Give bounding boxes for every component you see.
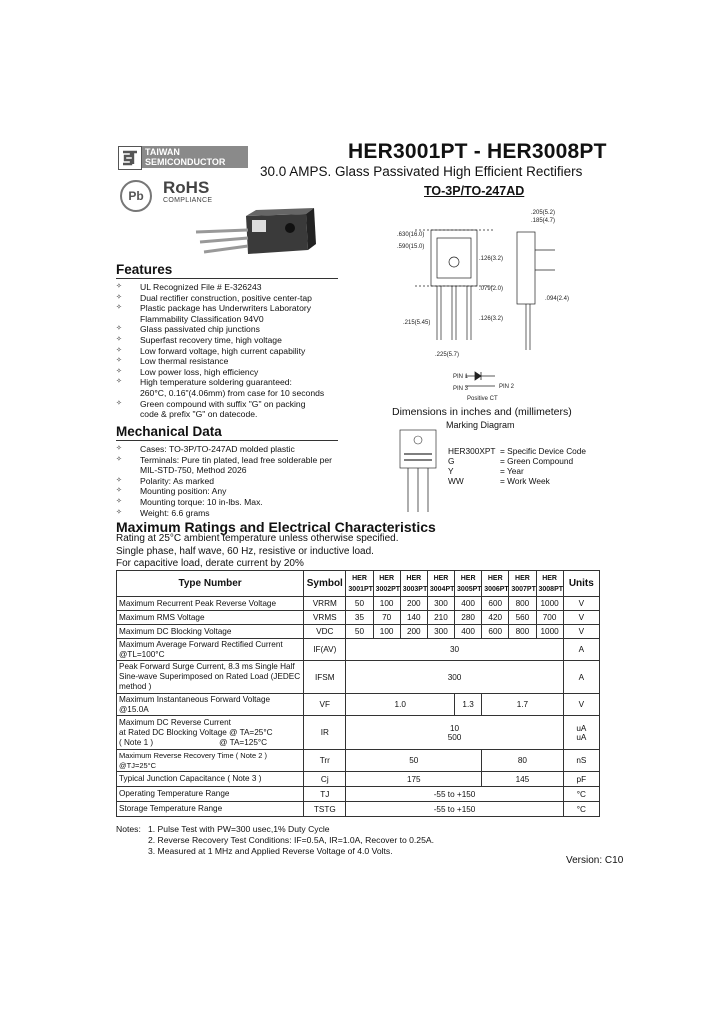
document-title: HER3001PT - HER3008PT	[348, 140, 607, 163]
marking-row: Y	[448, 466, 454, 476]
pin-label: PIN 3	[453, 386, 469, 392]
marking-row: G	[448, 456, 455, 466]
svg-text:.205(5.2): .205(5.2)	[531, 210, 556, 216]
table-row: Maximum DC Blocking Voltage VDC 50 100 200 300 400 600 800 1000 V	[117, 625, 600, 639]
pb-free-icon: Pb	[120, 180, 152, 212]
svg-text:.126(3.2): .126(3.2)	[479, 256, 504, 262]
svg-text:.126(3.2): .126(3.2)	[479, 316, 504, 322]
svg-text:.225(5.7): .225(5.7)	[435, 352, 460, 358]
table-row: Maximum DC Reverse Current at Rated DC Blocking Voltage @ TA=25°C ( Note 1 ) @ TA=125°C IR 10 500 uA uA	[117, 716, 600, 750]
table-row: Peak Forward Surge Current, 8.3 ms Single Half Sine-wave Superimposed on Rated Load (JEDEC method ) IFSM 300 A	[117, 661, 600, 694]
svg-text:.079(2.0): .079(2.0)	[479, 286, 504, 292]
rohs-label: RoHS	[163, 178, 210, 197]
list-item: code & prefix "G" on datecode.	[140, 409, 258, 420]
list-item: ✧ Low power loss, high efficiency	[116, 367, 376, 378]
mechanical-list	[116, 444, 376, 518]
dimension-drawing	[395, 200, 595, 405]
table-row: Storage Temperature Range TSTG -55 to +150 °C	[117, 802, 600, 817]
table-row: Maximum RMS Voltage VRMS 35 70 140 210 280 420 560 700 V	[117, 611, 600, 625]
table-header-row: Type Number Symbol HER 3001PT HER 3002PT HER 3003PT HER 3004PT HER 3005PT HER 3006PT HER 3007PT HER 3008PT Units	[117, 571, 600, 597]
package-label: TO-3P/TO-247AD	[424, 184, 525, 198]
version-label: Version: C10	[566, 855, 624, 866]
table-row: Maximum Reverse Recovery Time ( Note 2 ) @TJ=25°C Trr 50 80 nS	[117, 750, 600, 772]
ratings-heading: Maximum Ratings and Electrical Characteristics	[116, 519, 436, 535]
list-item: ✧ Glass passivated chip junctions	[116, 324, 376, 335]
list-item: 260°C, 0.16"(4.06mm) from case for 10 seconds	[140, 387, 325, 398]
list-item: ✧ High temperature soldering guaranteed:	[116, 377, 376, 388]
pin-label: PIN 2	[499, 384, 515, 390]
svg-text:.185(4.7): .185(4.7)	[531, 218, 556, 224]
list-item: ✧ Dual rectifier construction, positive center-tap	[116, 293, 376, 304]
svg-text:.215(5.45): .215(5.45)	[403, 320, 431, 326]
list-item: ✧ Plastic package has Underwriters Laboratory	[116, 303, 376, 314]
table-row: Maximum Average Forward Rectified Current @TL=100°C IF(AV) 30 A	[117, 639, 600, 661]
mechanical-heading: Mechanical Data	[116, 424, 222, 439]
list-item: ✧ UL Recognized File # E-326243	[116, 282, 376, 293]
list-item: ✧ Low thermal resistance	[116, 356, 376, 367]
dimensions-caption: Dimensions in inches and (millimeters)	[392, 406, 572, 418]
table-row: Operating Temperature Range TJ -55 to +150 °C	[117, 787, 600, 802]
mechanical-rule	[116, 440, 338, 441]
features-list	[116, 282, 376, 420]
company-name: TAIWAN SEMICONDUCTOR	[142, 146, 248, 168]
marking-row: HER300XPT	[448, 446, 496, 456]
table-row: Typical Junction Capacitance ( Note 3 ) Cj 175 145 pF	[117, 772, 600, 787]
list-item: MIL-STD-750, Method 2026	[140, 465, 247, 476]
features-heading: Features	[116, 262, 173, 277]
list-item: ✧ Low forward voltage, high current capability	[116, 346, 376, 357]
ratings-table	[116, 570, 600, 817]
list-item: ✧ Mounting position: Any	[116, 486, 376, 497]
document-subtitle: 30.0 AMPS. Glass Passivated High Efficient Rectifiers	[260, 164, 583, 179]
svg-text:.094(2.4): .094(2.4)	[545, 296, 570, 302]
svg-text:.590(15.0): .590(15.0)	[397, 244, 425, 250]
list-item: ✧ Polarity: As marked	[116, 476, 376, 487]
list-item: ✧ Terminals: Pure tin plated, lead free solderable per	[116, 455, 376, 466]
svg-text:.630(16.0): .630(16.0)	[397, 232, 425, 238]
list-item: ✧ Weight: 6.6 grams	[116, 508, 376, 519]
table-row: Maximum Recurrent Peak Reverse Voltage VRRM 50 100 200 300 400 600 800 1000 V	[117, 597, 600, 611]
company-logo-icon	[118, 146, 142, 170]
list-item: ✧ Superfast recovery time, high voltage	[116, 335, 376, 346]
marking-title: Marking Diagram	[446, 420, 515, 430]
ratings-intro: Rating at 25°C ambient temperature unless otherwise specified. Single phase, half wave, 60 Hz, resistive or inductive load. For capacitive load, derate current by 20%	[116, 533, 399, 569]
notes: Notes: 1. Pulse Test with PW=300 usec,1% Duty Cycle 2. Reverse Recovery Test Conditions: IF=0.5A, IR=1.0A, Recover to 0.25A. 3. Measured at 1 MHz and Applied Reverse Voltage of 4.0 Volts.	[116, 824, 434, 856]
list-item: Flammability Classification 94V0	[140, 313, 264, 324]
pin-label: PIN 1	[453, 374, 469, 380]
list-item: ✧ Green compound with suffix "G" on packing	[116, 399, 376, 410]
component-image	[186, 208, 326, 268]
list-item: ✧ Cases: TO-3P/TO-247AD molded plastic	[116, 444, 376, 455]
marking-row: WW	[448, 476, 464, 486]
table-row: Maximum Instantaneous Forward Voltage @15.0A VF 1.0 1.3 1.7 V	[117, 694, 600, 716]
marking-diagram	[398, 428, 438, 514]
list-item: ✧ Mounting torque: 10 in-lbs. Max.	[116, 497, 376, 508]
features-rule	[116, 278, 338, 279]
rohs-compliance: COMPLIANCE	[163, 197, 213, 204]
case-label: Positive CT	[467, 396, 498, 402]
